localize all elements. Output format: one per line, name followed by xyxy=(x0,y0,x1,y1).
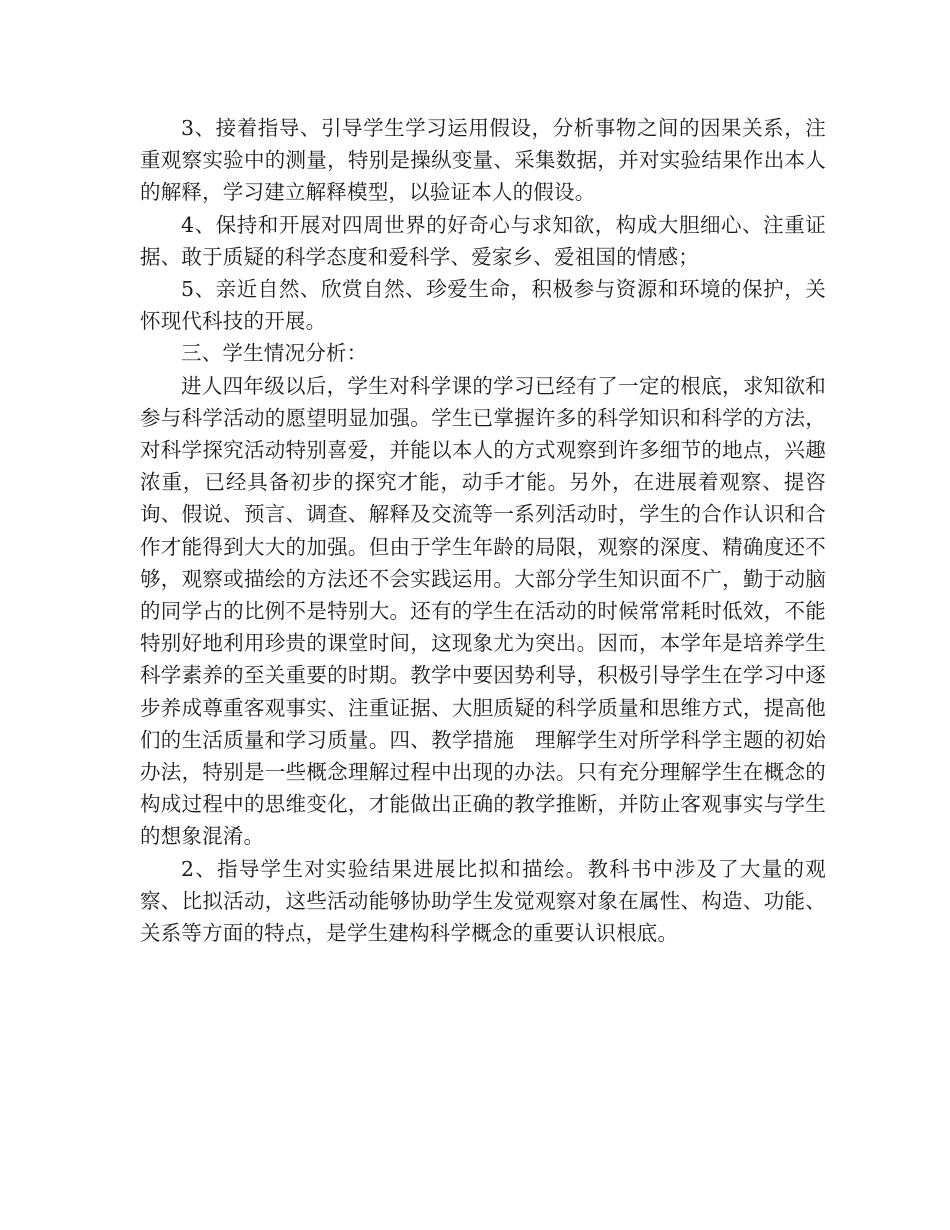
paragraph-item-4: 4、保持和开展对四周世界的好奇心与求知欲，构成大胆细心、注重证据、敢于质疑的科学态度和爱科学、爱家乡、爱祖国的情感； xyxy=(140,212,826,269)
section-heading-student-analysis: 三、学生情况分析： xyxy=(181,341,368,366)
paragraph-item-5: 5、亲近自然、欣赏自然、珍爱生命，积极参与资源和环境的保护，关怀现代科技的开展。 xyxy=(140,277,826,334)
document-body xyxy=(140,112,826,949)
paragraph-item-3: 3、接着指导、引导学生学习运用假设，分析事物之间的因果关系，注重观察实验中的测量，特别是操纵变量、采集数据，并对实验结果作出本人的解释，学习建立解释模型，以验证本人的假设。 xyxy=(140,116,826,205)
paragraph-item-2: 2、指导学生对实验结果进展比拟和描绘。教科书中涉及了大量的观察、比拟活动，这些活动能够协助学生发觉观察对象在属性、构造、功能、关系等方面的特点，是学生建构科学概念的重要认识根底。 xyxy=(140,856,826,946)
paragraph-student-analysis: 进人四年级以后，学生对科学课的学习已经有了一定的根底，求知欲和参与科学活动的愿望明显加强。学生已掌握许多的科学知识和科学的方法，对科学探究活动特别喜爱，并能以本人的方式观察到许多细节的地点，兴趣浓重，已经具备初步的探究才能，动手才能。另外，在进展着观察、提咨询、假说、预言、调查、解释及交流等一系列活动时，学生的合作认识和合作才能得到大大的加强。但由于学生年龄的局限，观察的深度、精确度还不够，观察或描绘的方法还不会实践运用。大部分学生知识面不广，勤于动脑的同学占的比例不是特别大。还有的学生在活动的时候常常耗时低效，不能特别好地利用珍贵的课堂时间，这现象尤为突出。因而，本学年是培养学生科学素养的至关重要的时期。教学中要因势利导，积极引导学生在学习中逐步养成尊重客观事实、注重证据、大胆质疑的科学质量和思维方式，提高他们的生活质量和学习质量。四、教学措施 理解学生对所学科学主题的初始办法，特别是一些概念理解过程中出现的办法。只有充分理解学生在概念的构成过程中的思维变化，才能做出正确的教学推断，并防止客观事实与学生的想象混淆。 xyxy=(140,373,826,849)
